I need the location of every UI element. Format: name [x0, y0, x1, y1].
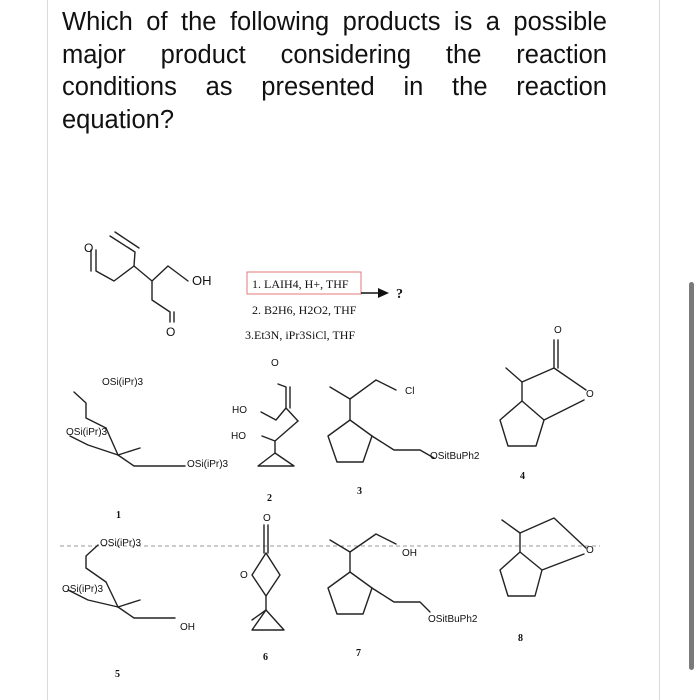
option-1-number: 1 — [116, 510, 121, 521]
option-5-hydroxyl: OH — [180, 622, 195, 633]
option-7-number: 7 — [356, 648, 361, 659]
option-2-hydroxyl-2: HO — [231, 431, 246, 442]
option-3-silyl-ether: OSitBuPh2 — [430, 451, 480, 462]
option-2-hydroxyl-1: HO — [232, 405, 247, 416]
option-2-number: 2 — [267, 493, 272, 504]
option-1-silyl-b: OSi(iPr)3 — [66, 427, 108, 438]
option-6-carbonyl-oxygen: O — [263, 513, 271, 524]
option-3-number: 3 — [357, 486, 362, 497]
reactant-ketone-oxygen: O — [166, 325, 176, 339]
option-4-number: 4 — [520, 471, 525, 482]
option-5-silyl-b: OSi(iPr)3 — [62, 584, 104, 595]
option-6 — [240, 513, 284, 663]
reagent-step-2: 2. B2H6, H2O2, THF — [252, 303, 357, 317]
option-2-oxygen: O — [271, 358, 279, 369]
option-3 — [328, 380, 480, 497]
option-5-silyl-a: OSi(iPr)3 — [100, 538, 142, 549]
option-5 — [62, 538, 195, 680]
option-1-silyl-a: OSi(iPr)3 — [102, 377, 144, 388]
option-5-number: 5 — [115, 669, 120, 680]
reactant-structure — [84, 232, 212, 339]
option-4 — [500, 325, 594, 482]
question-text: Which of the following products is a possible major product considering the reaction conditions as presented in the reaction equation? — [62, 8, 607, 134]
option-7-hydroxyl: OH — [402, 548, 417, 559]
option-2 — [231, 358, 298, 504]
option-3-chlorine: Cl — [405, 386, 415, 397]
reaction-arrow-head — [378, 288, 389, 298]
reagent-step-3: 3.Et3N, iPr3SiCl, THF — [245, 328, 356, 342]
option-7 — [328, 534, 478, 659]
reactant-hydroxyl-label: OH — [192, 273, 212, 288]
option-1 — [66, 377, 229, 521]
option-1-silyl-c: OSi(iPr)3 — [187, 459, 229, 470]
option-8 — [500, 518, 594, 644]
option-4-carbonyl-oxygen: O — [554, 325, 562, 336]
reagent-step-1: 1. LAIH4, H+, THF — [252, 277, 349, 291]
option-6-number: 6 — [263, 652, 268, 663]
reactant-aldehyde-oxygen: O — [84, 241, 94, 255]
option-7-silyl-ether: OSitBuPh2 — [428, 614, 478, 625]
product-unknown: ? — [396, 287, 403, 302]
reaction-conditions — [245, 272, 403, 342]
option-6-ring-oxygen: O — [240, 570, 248, 581]
option-8-number: 8 — [518, 633, 523, 644]
option-4-ring-oxygen: O — [586, 389, 594, 400]
option-8-ring-oxygen: O — [586, 545, 594, 556]
